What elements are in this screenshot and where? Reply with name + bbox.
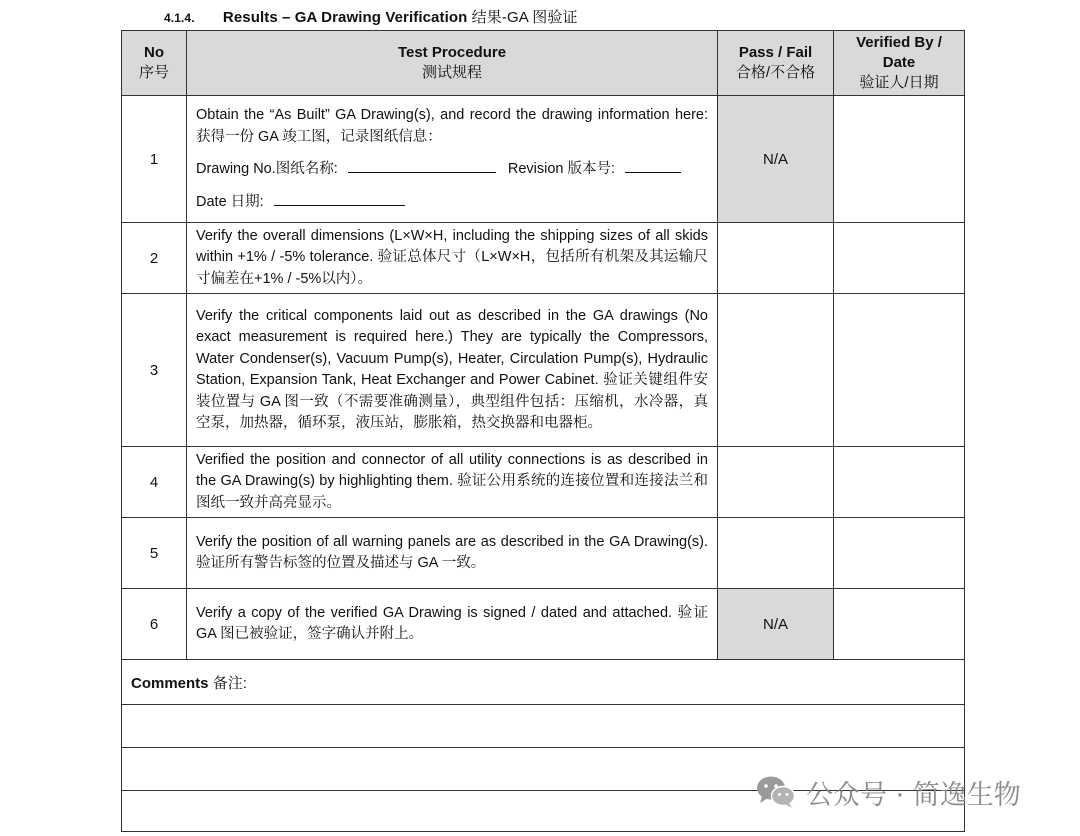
pass-fail-cell[interactable] xyxy=(718,447,834,518)
verified-by-cell[interactable] xyxy=(834,447,965,518)
row-number: 4 xyxy=(122,447,187,518)
verified-by-cell[interactable] xyxy=(834,294,965,447)
row-number: 6 xyxy=(122,589,187,660)
pass-fail-cell[interactable] xyxy=(718,294,834,447)
comments-header-row xyxy=(122,660,965,705)
drawing-no-field[interactable] xyxy=(348,158,496,173)
table-row xyxy=(122,447,965,518)
row-number: 2 xyxy=(122,223,187,294)
row-number: 1 xyxy=(122,96,187,223)
procedure-text: Verify the overall dimensions (L×W×H, including the shipping sizes of all skids within +1% / -5% tolerance. 验证总体尺寸（L×W×H，包括所有机架及其运输尺寸偏差在+1% / -5%以内）。 xyxy=(187,223,718,294)
section-heading xyxy=(164,6,578,27)
row-number: 5 xyxy=(122,518,187,589)
table-row xyxy=(122,294,965,447)
table-row xyxy=(122,589,965,660)
procedure-text: Verified the position and connector of all utility connections is as described in the GA Drawing(s) by highlighting them. 验证公用系统的连接位置和连接法兰和图纸一致并高亮显示。 xyxy=(187,447,718,518)
verified-by-cell[interactable] xyxy=(834,589,965,660)
header-verified-by: Verified By / Date 验证人/日期 xyxy=(834,31,965,96)
watermark-text: 公众号 · 简逸生物 xyxy=(806,779,1021,811)
verified-by-cell[interactable] xyxy=(834,518,965,589)
section-title-cn: 结果-GA 图验证 xyxy=(471,9,578,26)
row-number: 3 xyxy=(122,294,187,447)
pass-fail-cell[interactable] xyxy=(718,223,834,294)
procedure-text: Verify the position of all warning panels are as described in the GA Drawing(s). 验证所有警告标签的位置及描述与 GA 一致。 xyxy=(187,518,718,589)
table-header-row xyxy=(122,31,965,96)
comment-line-row xyxy=(122,705,965,748)
header-no: No 序号 xyxy=(122,31,187,96)
revision-label: Revision 版本号: xyxy=(507,161,616,177)
procedure-text: Obtain the “As Built” GA Drawing(s), and record the drawing information here: 获得一份 GA 竣工图，记录图纸信息： xyxy=(196,107,708,145)
section-number: 4.1.4. xyxy=(164,11,195,25)
date-line xyxy=(196,191,708,214)
verified-by-cell[interactable] xyxy=(834,223,965,294)
header-test-procedure: Test Procedure 测试规程 xyxy=(187,31,718,96)
drawing-no-label: Drawing No.图纸名称: xyxy=(196,161,338,177)
pass-fail-cell: N/A xyxy=(718,589,834,660)
comments-label: Comments 备注: xyxy=(122,660,965,705)
watermark xyxy=(756,772,1021,812)
pass-fail-cell: N/A xyxy=(718,96,834,223)
pass-fail-cell[interactable] xyxy=(718,518,834,589)
procedure-text: Verify a copy of the verified GA Drawing is signed / dated and attached. 验证 GA 图已被验证，签字确认并附上。 xyxy=(187,589,718,660)
procedure-cell xyxy=(187,96,718,223)
verified-by-cell[interactable] xyxy=(834,96,965,223)
table-row xyxy=(122,223,965,294)
header-pass-fail: Pass / Fail 合格/不合格 xyxy=(718,31,834,96)
section-title: Results – GA Drawing Verification xyxy=(222,9,468,26)
date-label: Date 日期: xyxy=(196,193,264,210)
drawing-info-line xyxy=(196,158,708,181)
comment-line[interactable] xyxy=(122,705,965,748)
date-field[interactable] xyxy=(274,191,405,206)
table-row xyxy=(122,96,965,223)
verification-table xyxy=(121,30,965,832)
procedure-text: Verify the critical components laid out as described in the GA drawings (No exact measurement is required here.) They are typically the Compressors, Water Condenser(s), Vacuum Pump(s), Heater, Circulation Pump(s), Hydraulic Station, Expansion Tank, Heat Exchanger and Power Cabinet. 验证关键组件安装位置与 GA 图一致（不需要准确测量），典型组件包括：压缩机，水冷器，真空泵，加热器，循环泵，液压站，膨胀箱，热交换器和电器柜。 xyxy=(187,294,718,447)
revision-field[interactable] xyxy=(625,158,681,173)
table-row xyxy=(122,518,965,589)
wechat-icon xyxy=(756,775,796,809)
